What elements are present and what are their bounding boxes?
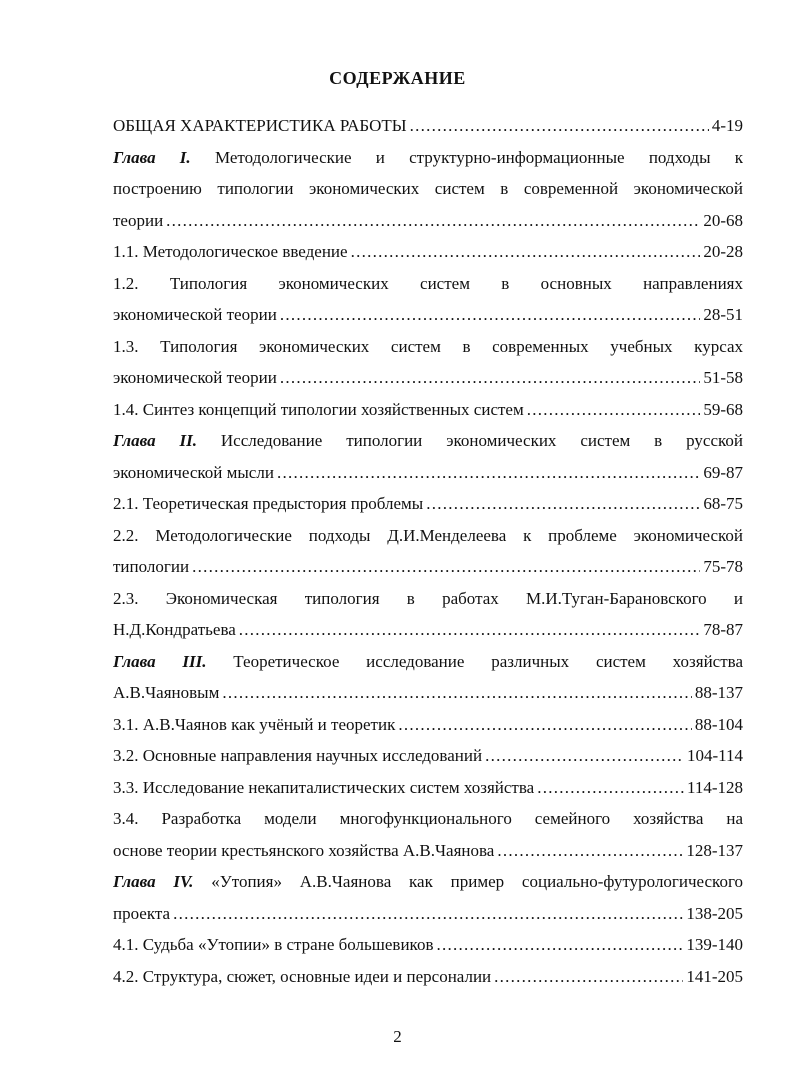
toc-entry-3-1: [113, 709, 743, 741]
toc-entry-text: Н.Д.Кондратьева: [113, 620, 236, 639]
toc-entry-text: 1.4. Синтез концепций типологии хозяйственных систем: [113, 399, 524, 419]
leader-dots: [527, 394, 701, 426]
toc-page-range: 69-87: [703, 462, 743, 482]
toc-entry-2-2-end: [113, 551, 743, 583]
leader-dots: [280, 362, 701, 394]
chapter-title-line: Теоретическое исследование различных систем хозяйства: [233, 651, 743, 671]
chapter-label: Глава I.: [113, 147, 191, 167]
toc-entry-text: проекта: [113, 903, 171, 923]
toc-entry-text: типологии: [113, 557, 190, 576]
leader-dots: [494, 961, 683, 993]
toc-entry-overview: [113, 110, 743, 142]
toc-chapter-1: [113, 142, 743, 174]
toc-page-range: 20-68: [703, 210, 743, 230]
toc-entry-2-3: [113, 583, 743, 615]
toc-entry-text: теории: [113, 210, 164, 230]
toc-entry-text: 1.3. Типология экономических систем в современных учебных курсах: [113, 336, 743, 356]
toc-entry-text: ОБЩАЯ ХАРАКТЕРИСТИКА РАБОТЫ: [113, 116, 407, 135]
toc-page-range: 78-87: [703, 620, 743, 639]
toc-page-range: 68-75: [703, 494, 743, 513]
toc-entry-text: экономической теории: [113, 305, 277, 324]
toc-entry-text: 3.3. Исследование некапиталистических систем хозяйства: [113, 777, 535, 797]
leader-dots: [277, 457, 700, 489]
toc-entry-text: экономической теории: [113, 368, 277, 387]
toc-entry-text: 4.1. Судьба «Утопии» в стране большевиков: [113, 935, 434, 954]
toc-entry-text: 3.4. Разработка модели многофункционального семейного хозяйства на: [113, 809, 743, 828]
toc-page-range: 88-104: [694, 714, 743, 734]
toc-entry-text: 1.2. Типология экономических систем в основных направлениях: [113, 273, 743, 293]
leader-dots: [485, 740, 684, 772]
chapter-label: Глава III.: [113, 651, 207, 671]
toc-page-range: 114-128: [686, 777, 743, 797]
toc-chapter-2: [113, 425, 743, 457]
toc-chapter-4: [113, 866, 743, 898]
toc-page-range: 88-137: [694, 683, 743, 702]
leader-dots: [398, 709, 692, 741]
leader-dots: [192, 551, 700, 583]
toc-page-range: 59-68: [703, 399, 743, 419]
toc-entry-1-3-end: [113, 362, 743, 394]
toc-page-range: 28-51: [703, 305, 743, 324]
toc-entry-2-3-end: [113, 614, 743, 646]
toc-page-range: 139-140: [686, 935, 743, 954]
toc-page-range: 138-205: [686, 903, 743, 923]
toc-entry-text: 4.2. Структура, сюжет, основные идеи и персоналии: [113, 966, 492, 986]
toc-page-range: 51-58: [703, 368, 743, 387]
leader-dots: [537, 772, 684, 804]
chapter-label: Глава IV.: [113, 872, 194, 891]
toc-chapter-3: [113, 646, 743, 678]
toc-entry-1-4: [113, 394, 743, 426]
toc-entry-3-4-end: [113, 835, 743, 867]
toc-page-range: 20-28: [703, 242, 743, 261]
toc-entry-text: А.В.Чаяновым: [113, 683, 220, 702]
chapter-title-line: построению типологии экономических систем в современной экономической: [113, 179, 743, 198]
toc-entry-2-2: [113, 520, 743, 552]
chapter-title-line: Исследование типологии экономических систем в русской: [220, 431, 743, 450]
toc-page-range: 75-78: [703, 557, 743, 576]
toc-entry-3-2: [113, 740, 743, 772]
leader-dots: [410, 110, 709, 142]
leader-dots: [166, 205, 700, 237]
toc-entry-4-1: [113, 929, 743, 961]
toc-entry-1-1: [113, 236, 743, 268]
leader-dots: [351, 236, 701, 268]
toc-page-range: 141-205: [686, 966, 743, 986]
toc-entry-3-3: [113, 772, 743, 804]
toc-chapter-2-end: [113, 457, 743, 489]
toc-entry-text: основе теории крестьянского хозяйства А.В.Чаянова: [113, 840, 495, 860]
chapter-title-line: «Утопия» А.В.Чаянова как пример социально-футурологического: [211, 872, 743, 891]
toc-entry-text: 2.3. Экономическая типология в работах М.И.Туган-Барановского и: [113, 588, 743, 608]
toc-chapter-4-end: [113, 898, 743, 930]
toc-entry-text: 3.2. Основные направления научных исследований: [113, 746, 483, 765]
toc-title: СОДЕРЖАНИЕ: [329, 68, 466, 88]
toc-chapter-1-end: [113, 205, 743, 237]
toc-entry-text: 2.2. Методологические подходы Д.И.Менделеева к проблеме экономической: [113, 525, 743, 545]
toc-chapter-3-end: [113, 677, 743, 709]
toc-entry-2-1: [113, 488, 743, 520]
toc-entry-1-3: [113, 331, 743, 363]
toc-entry-1-2: [113, 268, 743, 300]
toc-entry-text: 1.1. Методологическое введение: [113, 242, 348, 261]
chapter-label: Глава II.: [113, 431, 197, 450]
toc-entry-1-2-end: [113, 299, 743, 331]
toc-entry-text: экономической мысли: [113, 462, 274, 482]
chapter-title-line: Методологические и структурно-информационные подходы к: [214, 147, 743, 167]
page-number: 2: [393, 1027, 402, 1046]
toc-entry-3-4: [113, 803, 743, 835]
leader-dots: [280, 299, 701, 331]
toc-chapter-1-cont: [113, 173, 743, 205]
toc-entry-text: 2.1. Теоретическая предыстория проблемы: [113, 494, 424, 513]
toc-entry-4-2: [113, 961, 743, 993]
toc-page-range: 4-19: [711, 116, 743, 135]
leader-dots: [497, 835, 683, 867]
leader-dots: [426, 488, 700, 520]
toc-page-range: 128-137: [686, 840, 743, 860]
table-of-contents: [113, 110, 743, 992]
leader-dots: [436, 929, 683, 961]
toc-page-range: 104-114: [686, 746, 743, 765]
leader-dots: [239, 614, 701, 646]
leader-dots: [173, 898, 683, 930]
leader-dots: [222, 677, 691, 709]
toc-entry-text: 3.1. А.В.Чаянов как учёный и теоретик: [113, 714, 396, 734]
